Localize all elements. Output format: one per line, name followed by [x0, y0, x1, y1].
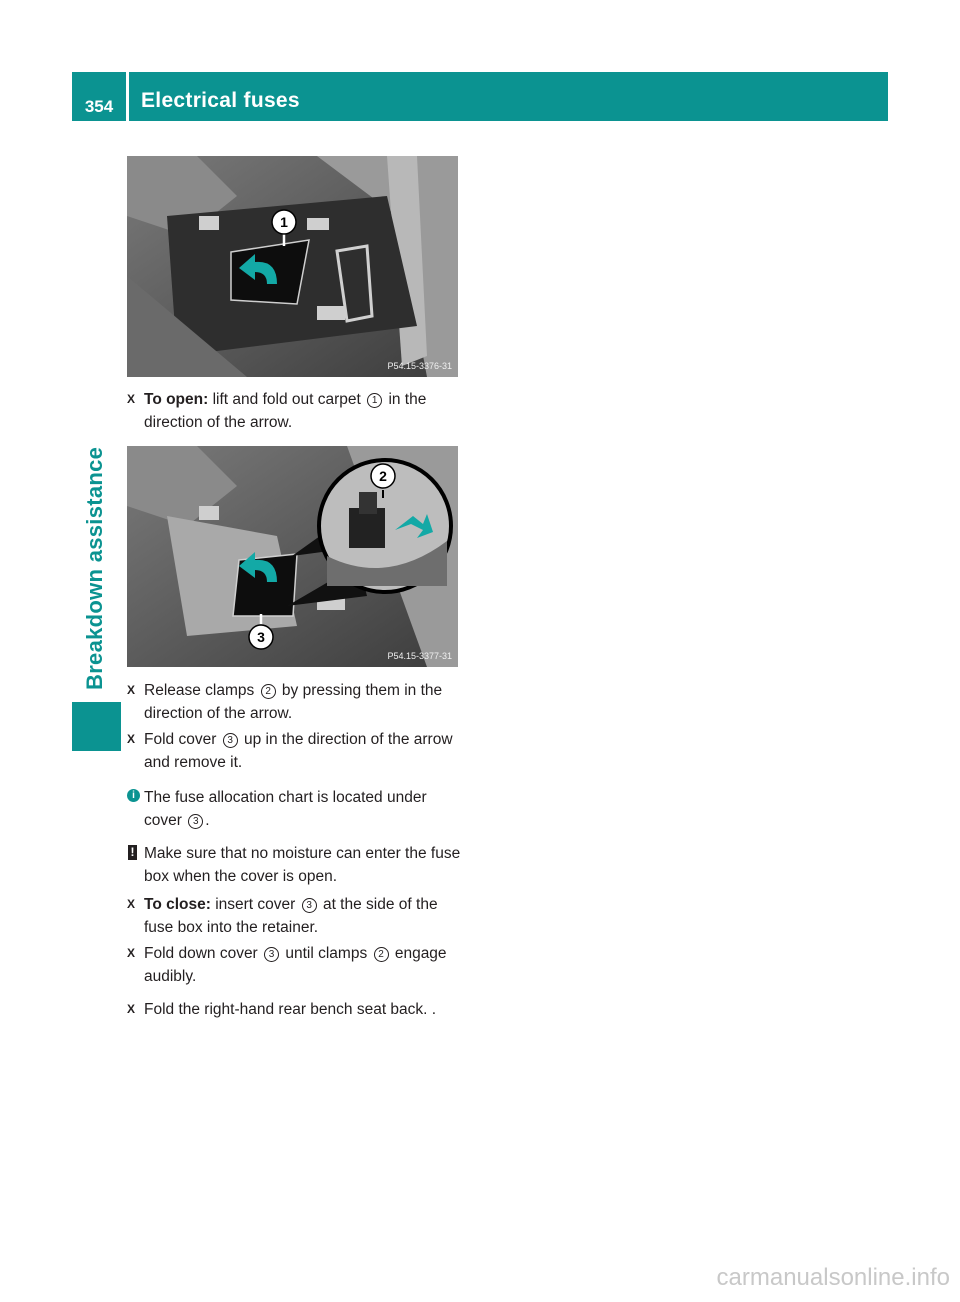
- step-fold-down: X Fold down cover 3 until clamps 2 engage audibly.: [127, 942, 462, 988]
- info-note: i The fuse allocation chart is located under cover 3 .: [127, 786, 462, 832]
- step-seat-back: X Fold the right-hand rear bench seat back. .: [127, 998, 462, 1021]
- step-open: X To open: lift and fold out carpet 1 in the direction of the arrow.: [127, 388, 462, 434]
- figure-code: P54.15-3377-31: [387, 651, 452, 661]
- side-tab-block: [72, 702, 121, 751]
- side-tab-label: Breakdown assistance: [82, 446, 107, 690]
- callout-2-label: 2: [379, 468, 387, 484]
- step-fold: X Fold cover 3 up in the direction of the arrow and remove it.: [127, 728, 462, 774]
- step-marker: X: [127, 1002, 136, 1016]
- info-icon: i: [127, 789, 140, 802]
- step-marker: X: [127, 732, 136, 746]
- step-release: X Release clamps 2 by pressing them in the direction of the arrow.: [127, 679, 462, 725]
- footer-watermark: carmanualsonline.info: [716, 1264, 950, 1291]
- callout-3-label: 3: [257, 629, 265, 645]
- warning-icon: !: [128, 845, 137, 860]
- warning-note: ! Make sure that no moisture can enter the fuse box when the cover is open.: [127, 842, 462, 888]
- clamps-illustration: [127, 446, 458, 667]
- step-marker: X: [127, 897, 136, 911]
- step-close: X To close: insert cover 3 at the side of the fuse box into the retainer.: [127, 893, 462, 939]
- header-divider: [126, 72, 129, 121]
- carpet-illustration: [127, 156, 458, 377]
- figure-open-carpet: [127, 156, 458, 377]
- step-marker: X: [127, 392, 136, 406]
- step-marker: X: [127, 683, 136, 697]
- page-number: 354: [72, 72, 126, 121]
- figure-code: P54.15-3376-31: [387, 361, 452, 371]
- callout-1-label: 1: [280, 214, 288, 230]
- figure-release-clamps: [127, 446, 458, 667]
- step-marker: X: [127, 946, 136, 960]
- section-title: Electrical fuses: [141, 89, 300, 112]
